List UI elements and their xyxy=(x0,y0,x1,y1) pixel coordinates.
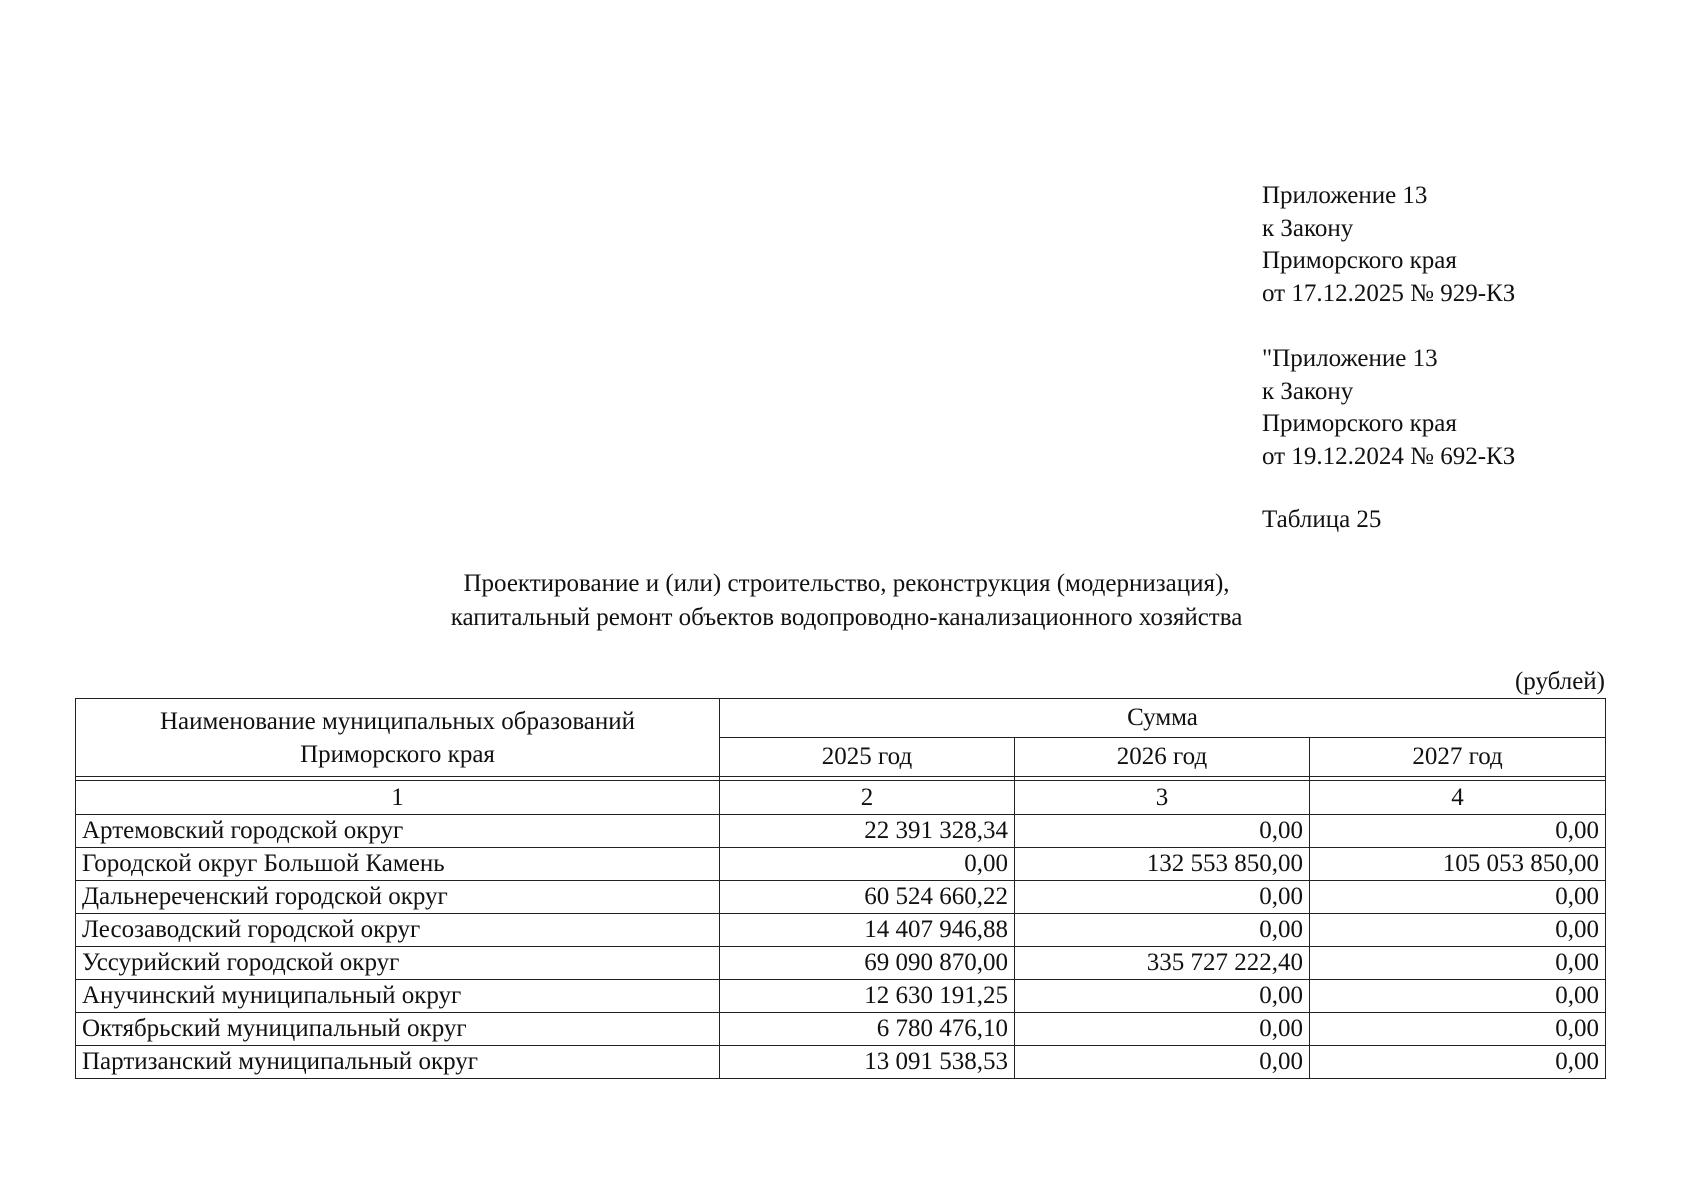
amount-2027: 0,00 xyxy=(1310,1046,1606,1079)
amount-2027: 0,00 xyxy=(1310,1013,1606,1046)
amount-2026: 335 727 222,40 xyxy=(1015,947,1310,980)
table-row xyxy=(76,1013,1606,1046)
amount-2027: 0,00 xyxy=(1310,947,1606,980)
appendix-original-line-2: к Закону xyxy=(1262,377,1354,405)
table-row xyxy=(76,1046,1606,1079)
appendix-current-line-2: к Закону xyxy=(1262,214,1354,242)
column-number-3: 3 xyxy=(1015,781,1310,815)
amount-2025: 12 630 191,25 xyxy=(720,980,1015,1013)
amount-2025: 13 091 538,53 xyxy=(720,1046,1015,1079)
header-sum: Сумма xyxy=(720,699,1606,738)
amount-2025: 14 407 946,88 xyxy=(720,914,1015,947)
amount-2026: 0,00 xyxy=(1015,980,1310,1013)
amount-2027: 105 053 850,00 xyxy=(1310,848,1606,881)
table-number: Таблица 25 xyxy=(1262,506,1382,533)
amount-2025: 6 780 476,10 xyxy=(720,1013,1015,1046)
units-note: (рублей) xyxy=(1514,668,1605,695)
amount-2025: 69 090 870,00 xyxy=(720,947,1015,980)
amount-2027: 0,00 xyxy=(1310,914,1606,947)
funding-table xyxy=(75,698,1606,1079)
column-number-2: 2 xyxy=(720,781,1015,815)
appendix-original-reference xyxy=(1262,343,1515,473)
amount-2026: 132 553 850,00 xyxy=(1015,848,1310,881)
header-year-2026: 2026 год xyxy=(1015,738,1310,777)
table-row xyxy=(76,914,1606,947)
column-numbering-row xyxy=(76,781,1606,815)
amount-2026: 0,00 xyxy=(1015,881,1310,914)
appendix-current-line-1: Приложение 13 xyxy=(1262,182,1428,209)
appendix-original-line-3: Приморского края xyxy=(1262,410,1457,437)
header-municipality-name xyxy=(76,699,720,777)
amount-2027: 0,00 xyxy=(1310,815,1606,848)
appendix-original-line-4: от 19.12.2024 № 692-КЗ xyxy=(1262,442,1516,470)
municipality-name: Октябрьский муниципальный округ xyxy=(76,1013,720,1046)
amount-2026: 0,00 xyxy=(1015,1046,1310,1079)
municipality-name: Лесозаводский городской округ xyxy=(76,914,720,947)
document-title-line-2: капитальный ремонт объектов водопроводно-канализационного хозяйства xyxy=(450,604,1243,631)
column-number-4: 4 xyxy=(1310,781,1606,815)
amount-2025: 60 524 660,22 xyxy=(720,881,1015,914)
table-row xyxy=(76,947,1606,980)
municipality-name: Городской округ Большой Камень xyxy=(76,848,720,881)
amount-2026: 0,00 xyxy=(1015,914,1310,947)
table-row xyxy=(76,881,1606,914)
appendix-original-line-1: "Приложение 13 xyxy=(1262,345,1438,372)
municipality-name: Партизанский муниципальный округ xyxy=(76,1046,720,1079)
amount-2027: 0,00 xyxy=(1310,881,1606,914)
document-title xyxy=(0,567,1693,635)
amount-2025: 22 391 328,34 xyxy=(720,815,1015,848)
header-year-2025: 2025 год xyxy=(720,738,1015,777)
amount-2025: 0,00 xyxy=(720,848,1015,881)
municipality-name: Дальнереченский городской округ xyxy=(76,881,720,914)
municipality-name: Уссурийский городской округ xyxy=(76,947,720,980)
table-header-row xyxy=(76,699,1606,738)
header-year-2027: 2027 год xyxy=(1310,738,1606,777)
table-row xyxy=(76,980,1606,1013)
municipality-name: Артемовский городской округ xyxy=(76,815,720,848)
header-name-line-2: Приморского края xyxy=(300,740,495,768)
document-title-line-1: Проектирование и (или) строительство, реконструкция (модернизация), xyxy=(463,570,1230,597)
amount-2026: 0,00 xyxy=(1015,815,1310,848)
header-name-line-1: Наименование муниципальных образований xyxy=(159,707,636,735)
appendix-current-line-4: от 17.12.2025 № 929-КЗ xyxy=(1262,279,1516,307)
amount-2027: 0,00 xyxy=(1310,980,1606,1013)
table-row xyxy=(76,815,1606,848)
appendix-current-line-3: Приморского края xyxy=(1262,247,1457,274)
appendix-current-reference xyxy=(1262,180,1515,310)
table-row xyxy=(76,848,1606,881)
amount-2026: 0,00 xyxy=(1015,1013,1310,1046)
column-number-1: 1 xyxy=(76,781,720,815)
municipality-name: Анучинский муниципальный округ xyxy=(76,980,720,1013)
